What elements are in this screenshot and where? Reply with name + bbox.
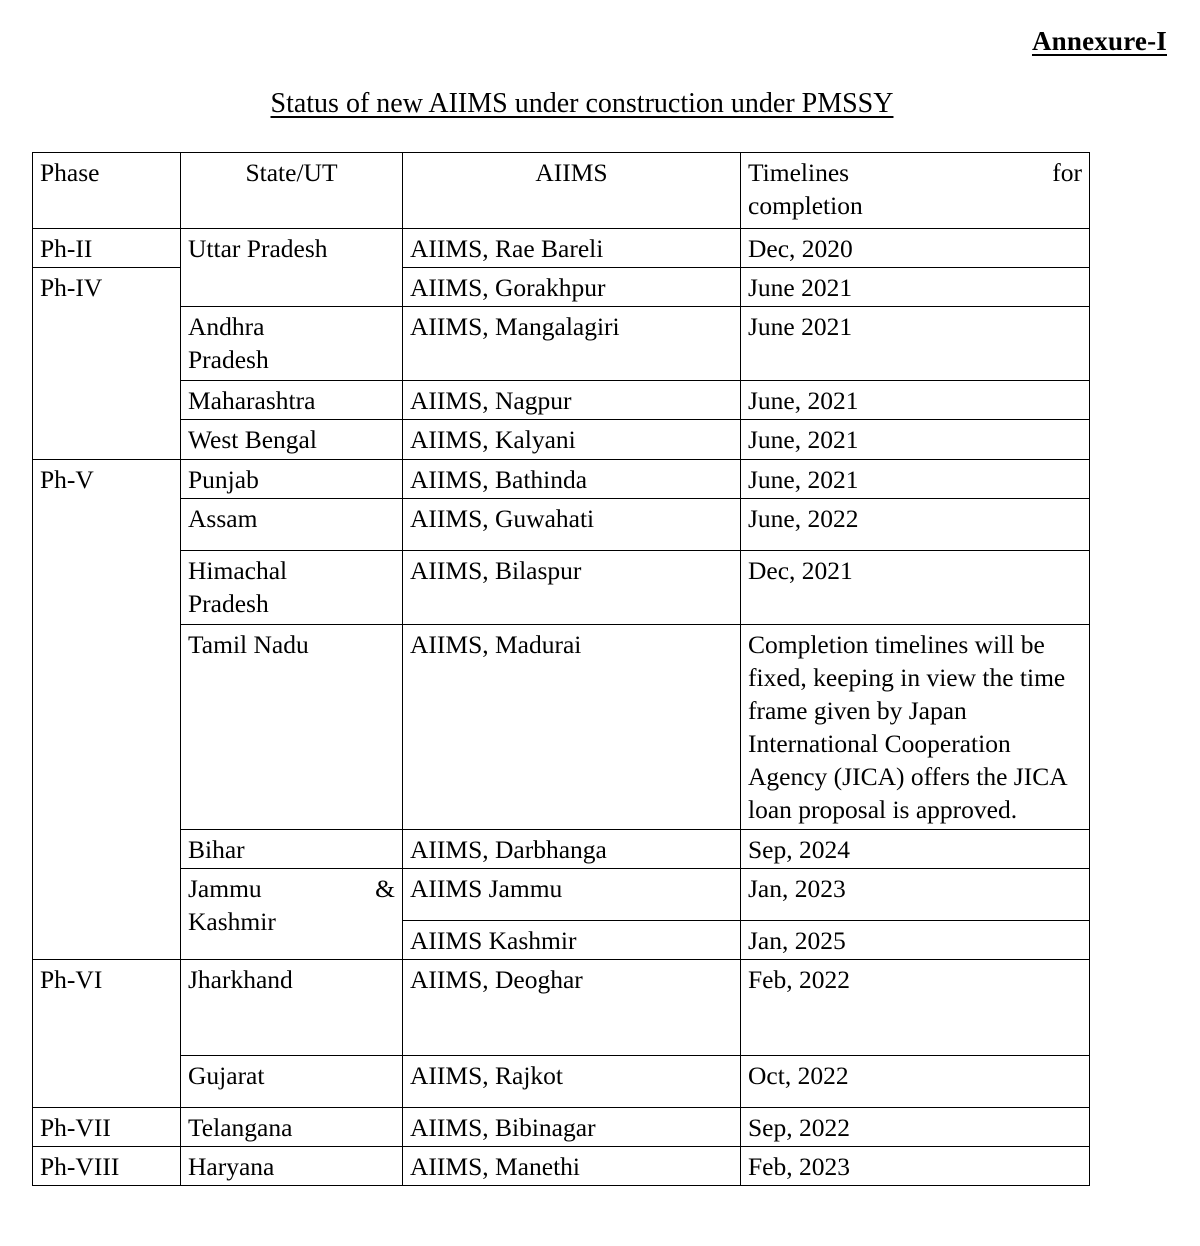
cell-aiims: AIIMS Kashmir bbox=[403, 920, 741, 959]
cell-state: Bihar bbox=[181, 829, 403, 868]
cell-aiims: AIIMS, Mangalagiri bbox=[403, 307, 741, 381]
cell-phase: Ph-IV bbox=[33, 268, 181, 459]
timelines-header-word-1: Timelines bbox=[748, 158, 850, 187]
table-row bbox=[33, 1146, 1090, 1185]
ampersand-glyph: & bbox=[375, 873, 395, 903]
timelines-header-line-1 bbox=[748, 156, 1082, 189]
cell-aiims: AIIMS, Guwahati bbox=[403, 498, 741, 550]
cell-timeline: June, 2021 bbox=[741, 420, 1090, 459]
annexure-heading-container bbox=[1032, 26, 1167, 57]
document-title-container bbox=[0, 88, 1200, 120]
table-row bbox=[33, 381, 1090, 420]
column-header-state: State/UT bbox=[181, 153, 403, 229]
cell-timeline: June 2021 bbox=[741, 307, 1090, 381]
cell-aiims: AIIMS, Kalyani bbox=[403, 420, 741, 459]
cell-timeline: Oct, 2022 bbox=[741, 1055, 1090, 1107]
cell-phase: Ph-VII bbox=[33, 1107, 181, 1146]
table-row bbox=[33, 868, 1090, 920]
cell-state: Haryana bbox=[181, 1146, 403, 1185]
status-table-container bbox=[32, 152, 1089, 1186]
column-header-aiims: AIIMS bbox=[403, 153, 741, 229]
table-row bbox=[33, 420, 1090, 459]
cell-state-line-1: Himachal bbox=[188, 555, 288, 585]
cell-timeline: Jan, 2025 bbox=[741, 920, 1090, 959]
cell-timeline: Jan, 2023 bbox=[741, 868, 1090, 920]
cell-timeline: June 2021 bbox=[741, 268, 1090, 307]
table-row bbox=[33, 1055, 1090, 1107]
annexure-label: Annexure-I bbox=[1031, 26, 1167, 56]
cell-timeline: Dec, 2021 bbox=[741, 550, 1090, 624]
table-row bbox=[33, 459, 1090, 498]
cell-timeline: Feb, 2023 bbox=[741, 1146, 1090, 1185]
cell-timeline: Feb, 2022 bbox=[741, 959, 1090, 1055]
cell-aiims: AIIMS Jammu bbox=[403, 868, 741, 920]
cell-phase: Ph-VI bbox=[33, 959, 181, 1107]
cell-state-line-1 bbox=[188, 872, 395, 905]
cell-phase: Ph-V bbox=[33, 459, 181, 959]
table-row bbox=[33, 959, 1090, 1055]
cell-aiims: AIIMS, Bathinda bbox=[403, 459, 741, 498]
cell-timeline: June, 2022 bbox=[741, 498, 1090, 550]
cell-aiims: AIIMS, Deoghar bbox=[403, 959, 741, 1055]
cell-state-word-1: Jammu bbox=[188, 873, 262, 903]
cell-state: Punjab bbox=[181, 459, 403, 498]
table-row bbox=[33, 829, 1090, 868]
table-row bbox=[33, 1107, 1090, 1146]
cell-timeline: June, 2021 bbox=[741, 381, 1090, 420]
cell-state: West Bengal bbox=[181, 420, 403, 459]
page-title: Status of new AIIMS under construction under PMSSY bbox=[270, 88, 894, 119]
timelines-header-line-2: completion bbox=[748, 191, 863, 221]
cell-state: Tamil Nadu bbox=[181, 624, 403, 829]
cell-timeline: June, 2021 bbox=[741, 459, 1090, 498]
cell-state bbox=[181, 307, 403, 381]
table-row bbox=[33, 498, 1090, 550]
cell-state: Telangana bbox=[181, 1107, 403, 1146]
cell-aiims: AIIMS, Bibinagar bbox=[403, 1107, 741, 1146]
cell-aiims: AIIMS, Manethi bbox=[403, 1146, 741, 1185]
cell-state-line-2: Kashmir bbox=[188, 906, 276, 936]
aiims-status-table bbox=[32, 152, 1090, 1186]
cell-aiims: AIIMS, Rajkot bbox=[403, 1055, 741, 1107]
cell-aiims: AIIMS, Bilaspur bbox=[403, 550, 741, 624]
table-row bbox=[33, 550, 1090, 624]
cell-phase: Ph-II bbox=[33, 229, 181, 268]
table-header bbox=[33, 153, 1090, 229]
cell-state-line-2: Pradesh bbox=[188, 588, 269, 618]
cell-state: Uttar Pradesh bbox=[181, 229, 403, 307]
cell-state: Maharashtra bbox=[181, 381, 403, 420]
cell-aiims: AIIMS, Madurai bbox=[403, 624, 741, 829]
cell-state: Jharkhand bbox=[181, 959, 403, 1055]
cell-aiims: AIIMS, Rae Bareli bbox=[403, 229, 741, 268]
cell-state: Gujarat bbox=[181, 1055, 403, 1107]
cell-state bbox=[181, 868, 403, 959]
table-row bbox=[33, 624, 1090, 829]
column-header-phase: Phase bbox=[33, 153, 181, 229]
table-row bbox=[33, 229, 1090, 268]
cell-aiims: AIIMS, Darbhanga bbox=[403, 829, 741, 868]
table-row bbox=[33, 307, 1090, 381]
cell-state-line-1: Andhra bbox=[188, 312, 265, 342]
cell-aiims: AIIMS, Gorakhpur bbox=[403, 268, 741, 307]
table-header-row bbox=[33, 153, 1090, 229]
cell-state-line-2: Pradesh bbox=[188, 345, 269, 375]
cell-timeline: Sep, 2022 bbox=[741, 1107, 1090, 1146]
cell-phase: Ph-VIII bbox=[33, 1146, 181, 1185]
cell-timeline: Dec, 2020 bbox=[741, 229, 1090, 268]
column-header-timelines bbox=[741, 153, 1090, 229]
cell-state bbox=[181, 550, 403, 624]
cell-timeline: Completion timelines will be fixed, keeping in view the time frame given by Japan International Cooperation Agency (JICA) offers the JICA loan proposal is approved. bbox=[741, 624, 1090, 829]
timelines-header-word-2: for bbox=[1052, 158, 1082, 187]
table-body bbox=[33, 229, 1090, 1186]
cell-timeline: Sep, 2024 bbox=[741, 829, 1090, 868]
cell-state: Assam bbox=[181, 498, 403, 550]
cell-aiims: AIIMS, Nagpur bbox=[403, 381, 741, 420]
